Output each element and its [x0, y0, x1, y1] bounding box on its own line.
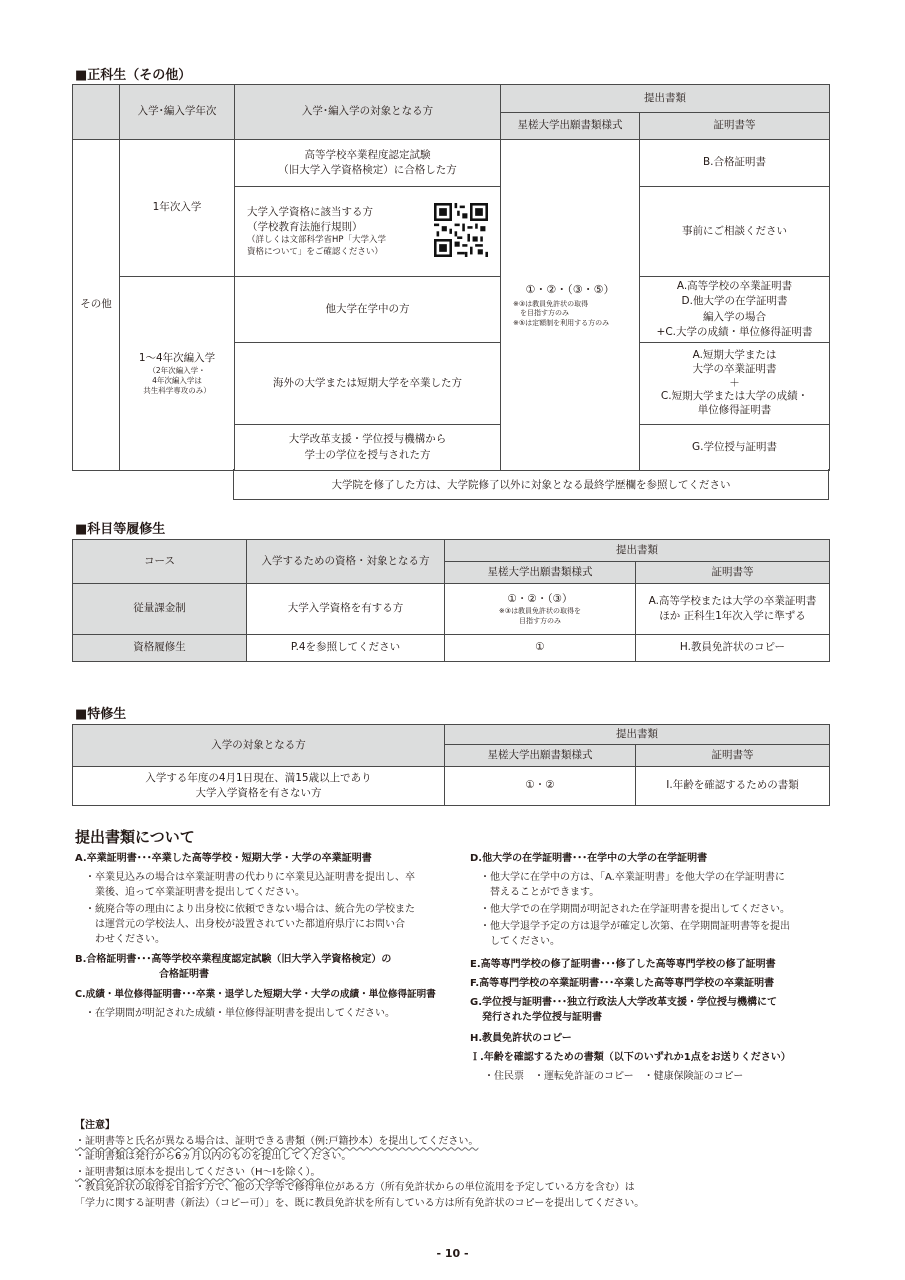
- grade-2: 1〜4年次編入学 （2年次編入学・ 4年次編入学は 共生科学専攻のみ）: [120, 277, 235, 471]
- target-tokushu: 入学する年度の4月1日現在、満15歳以上であり 大学入学資格を有さない方: [73, 767, 445, 806]
- header-docs: 提出書類: [501, 85, 830, 113]
- header-docs: 提出書類: [445, 540, 830, 562]
- doc-d-items: ・他大学に在学中の方は、「A.卒業証明書」を他大学の在学証明書に 替えることができます。 ・他大学での在学期間が明記された在学証明書を提出してください。 ・他大学退学予定の方は退学が確定し次第、在学期間証明書等を提出 してください。: [480, 872, 790, 947]
- note-2: ・証明書類は発行から6ヵ月以内のものを提出してください。: [75, 1151, 352, 1162]
- doc-d-heading: D.他大学の在学証明書･･･在学中の大学の在学証明書: [470, 853, 708, 864]
- header-target: 入学の対象となる方: [73, 725, 445, 767]
- side-label: その他: [73, 140, 120, 471]
- doc-g-heading: G.学位授与証明書･･･独立行政法人大学改革支援・学位授与機構にて 発行された学位授与証明書: [470, 997, 778, 1023]
- form-juuryou: ①・②・（③） ※③は教員免許状の取得を 目指す方のみ: [445, 584, 636, 635]
- header-form: 星槎大学出願書類様式: [501, 113, 640, 140]
- note-1: ・証明書等と氏名が異なる場合は、証明できる書類（例:戸籍抄本）を提出してください。: [75, 1135, 479, 1147]
- target-gakui: 大学改革支援・学位授与機構から 学士の学位を授与された方: [235, 425, 501, 471]
- header-cert: 証明書等: [636, 745, 830, 767]
- course-shikaku: 資格履修生: [73, 635, 247, 662]
- doc-c-item: ・在学期間が明記された成績・単位修得証明書を提出してください。: [85, 1008, 395, 1020]
- grade-1: 1年次入学: [120, 140, 235, 277]
- target-zaigaku: 他大学在学中の方: [235, 277, 501, 343]
- page-number: - 10 -: [436, 1247, 469, 1260]
- header-target: 入学･編入学の対象となる方: [235, 85, 501, 140]
- section-title-tokushu: ■特修生: [75, 707, 127, 722]
- cert-juuryou: A.高等学校または大学の卒業証明書 ほか 正科生1年次入学に準ずる: [636, 584, 830, 635]
- header-course: コース: [73, 540, 247, 584]
- notes-title: 【注意】: [75, 1120, 115, 1131]
- doc-c-heading: C.成績・単位修得証明書･･･卒業・退学した短期大学・大学の成績・単位修得証明書: [75, 989, 436, 1000]
- target-kaigai: 海外の大学または短期大学を卒業した方: [235, 343, 501, 425]
- cert-a: A.高等学校の卒業証明書 D.他大学の在学証明書 編入学の場合 +C.大学の成績・単位修得証明書: [640, 277, 830, 343]
- qual-juuryou: 大学入学資格を有する方: [247, 584, 445, 635]
- doc-b-heading: B.合格証明書･･･高等学校卒業程度認定試験（旧大学入学資格検定）の 合格証明書: [75, 954, 392, 980]
- note-5: 「学力に関する証明書（新法）（コピー可）」を、既に教員免許状を所有している方は所有免許状のコピーを提出してください。: [75, 1197, 645, 1209]
- form-tokushu: ①・②: [445, 767, 636, 806]
- cert-tanki: A.短期大学または 大学の卒業証明書 ＋ C.短期大学または大学の成績・ 単位修得証明書: [640, 343, 830, 425]
- note-3: ・証明書類は原本を提出してください（H〜Iを除く）。: [75, 1166, 321, 1178]
- about-right-column: [470, 851, 835, 1086]
- kamoku-table: [72, 539, 830, 662]
- about-left-column: [75, 851, 455, 1023]
- doc-i-item: ・住民票 ・運転免許証のコピー ・健康保険証のコピー: [484, 1071, 744, 1082]
- qual-shikaku: P.4を参照してください: [247, 635, 445, 662]
- doc-f-heading: F.高等専門学校の卒業証明書･･･卒業した高等専門学校の卒業証明書: [470, 978, 775, 989]
- course-juuryou: 従量課金制: [73, 584, 247, 635]
- header-cert: 証明書等: [636, 562, 830, 584]
- seikasei-table: [72, 84, 830, 471]
- form-shikaku: ①: [445, 635, 636, 662]
- target-shikaku: 大学入学資格に該当する方 （学校教育法施行規則） （詳しくは文部科学省HP「大学入学 資格について」をご確認ください）: [235, 187, 501, 277]
- header-docs: 提出書類: [445, 725, 830, 745]
- note-4: ・教員免許状の取得を目指す方で、他の大学等で修得単位がある方（所有免許状からの単位流用を予定している方を含む）は: [75, 1182, 635, 1193]
- qr-code-icon[interactable]: [434, 203, 488, 257]
- header-form: 星槎大学出願書類様式: [445, 562, 636, 584]
- notes-block: [75, 1118, 835, 1211]
- cert-g: G.学位授与証明書: [640, 425, 830, 471]
- cert-b: B.合格証明書: [640, 140, 830, 187]
- doc-i-heading: Ｉ.年齢を確認するための書類（以下のいずれか1点をお送りください）: [470, 1052, 791, 1063]
- header-qual: 入学するための資格・対象となる方: [247, 540, 445, 584]
- tokushu-table: [72, 724, 830, 806]
- form-cell: ①・②・（③・⑤） ※③は教員免許状の取得 を目指す方のみ ※⑤は定額制を利用する方のみ: [501, 140, 640, 471]
- doc-a-heading: A.卒業証明書･･･卒業した高等学校・短期大学・大学の卒業証明書: [75, 853, 372, 864]
- section-title-seikasei: ■正科生（その他）: [75, 68, 192, 83]
- doc-h-heading: H.教員免許状のコピー: [470, 1033, 572, 1044]
- doc-e-heading: E.高等専門学校の修了証明書･･･修了した高等専門学校の修了証明書: [470, 959, 776, 970]
- doc-a-items: ・卒業見込みの場合は卒業証明書の代わりに卒業見込証明書を提出し、卒 業後、追って卒業証明書を提出してください。 ・統廃合等の理由により出身校に依頼できない場合は、統合先の学校また は運営元の学校法人、出身校が設置されていた都道府県庁にお問い合 わせください。: [85, 872, 415, 945]
- header-form: 星槎大学出願書類様式: [445, 745, 636, 767]
- cert-tokushu: I.年齢を確認するための書類: [636, 767, 830, 806]
- section-title-kamoku: ■科目等履修生: [75, 522, 166, 537]
- seikasei-footer-row: 大学院を修了した方は、大学院修了以外に対象となる最終学歴欄を参照してください: [233, 469, 829, 500]
- header-cert: 証明書等: [640, 113, 830, 140]
- header-blank: [73, 85, 120, 140]
- header-grade: 入学･編入学年次: [120, 85, 235, 140]
- cert-shikaku: H.教員免許状のコピー: [636, 635, 830, 662]
- cert-soudan: 事前にご相談ください: [640, 187, 830, 277]
- about-title: 提出書類について: [75, 828, 195, 846]
- target-kousotsu: 高等学校卒業程度認定試験 （旧大学入学資格検定）に合格した方: [235, 140, 501, 187]
